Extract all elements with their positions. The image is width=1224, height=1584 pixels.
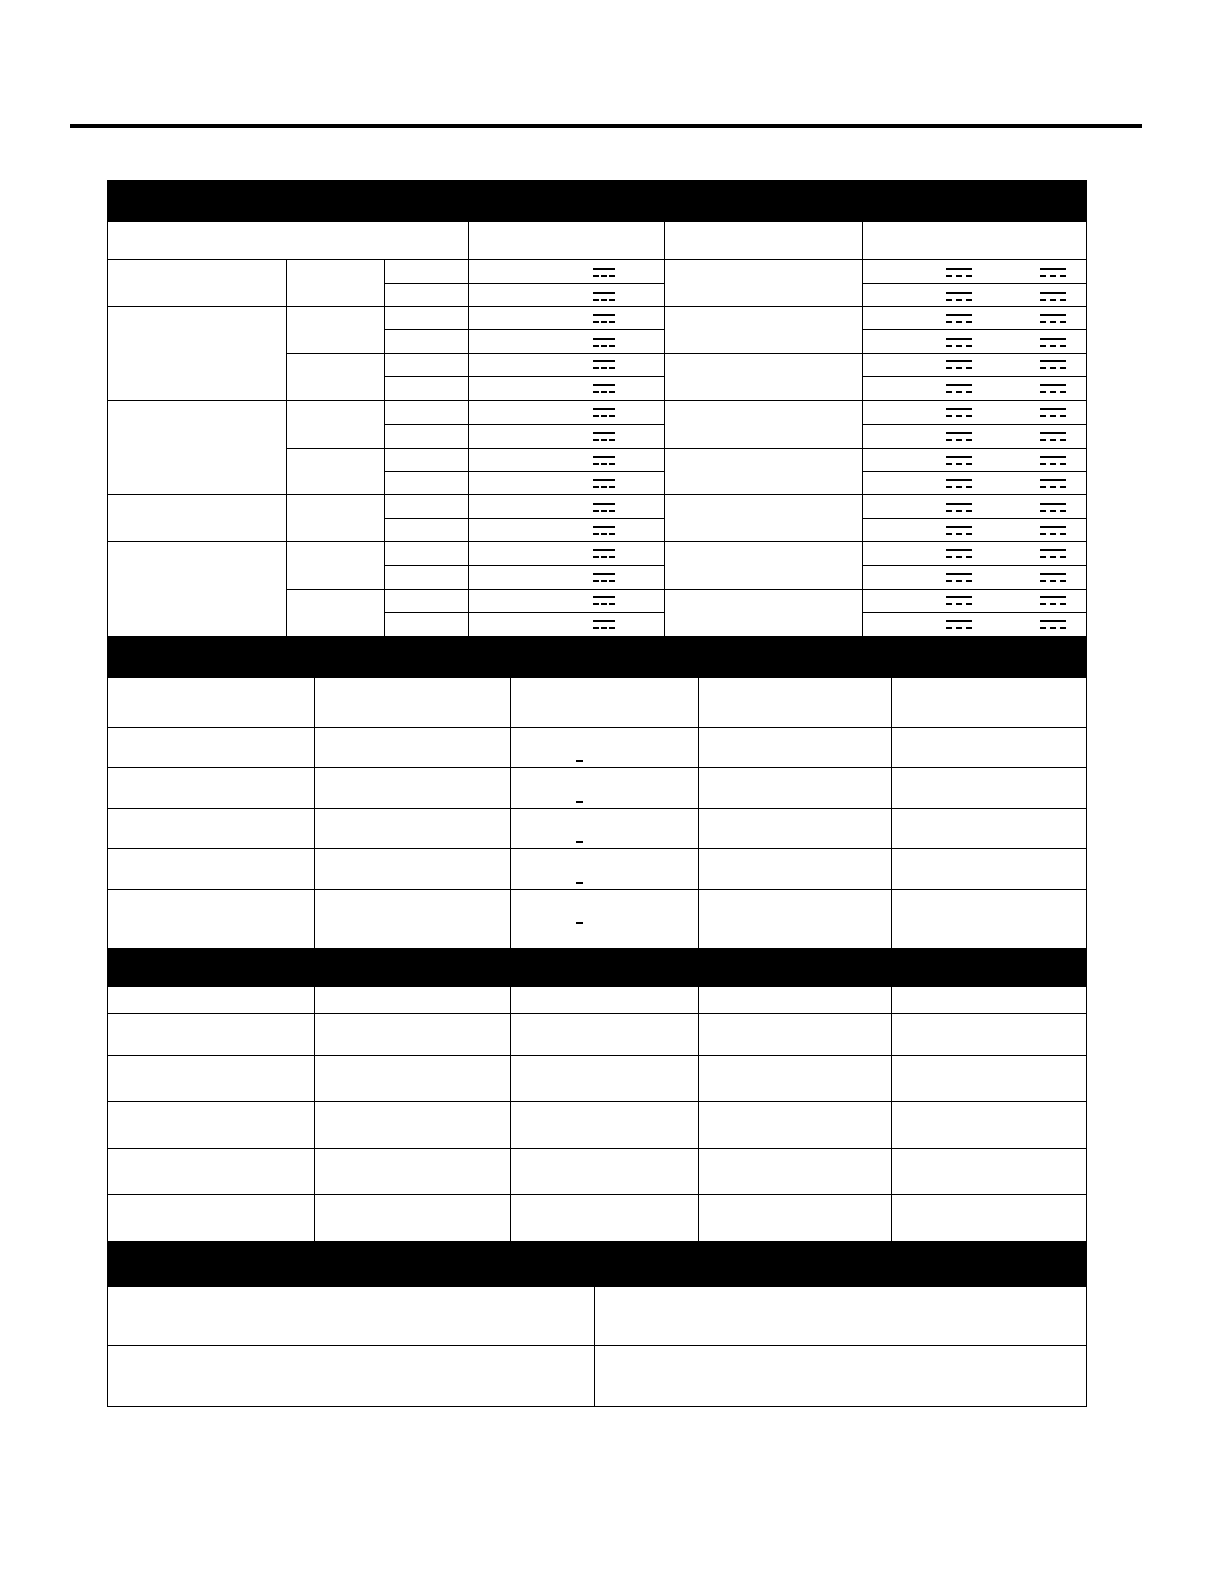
dc-symbol-icon — [946, 408, 972, 416]
dc-symbol-icon — [946, 549, 972, 557]
dc-symbol-icon — [946, 479, 972, 487]
dc-symbol-icon — [946, 314, 972, 322]
top-rule — [70, 124, 1142, 128]
dash-mark — [576, 922, 583, 924]
dc-symbol-icon — [946, 338, 972, 346]
dc-symbol-icon — [946, 503, 972, 511]
dc-symbol-icon — [1040, 384, 1066, 392]
section-2-header — [107, 637, 1087, 677]
dc-symbol-icon — [593, 479, 615, 487]
dc-symbol-icon — [593, 596, 615, 604]
dc-symbol-icon — [1040, 526, 1066, 534]
dc-symbol-icon — [593, 338, 615, 346]
dc-symbol-icon — [1040, 314, 1066, 322]
dc-symbol-icon — [1040, 338, 1066, 346]
dash-mark — [576, 760, 583, 762]
dc-symbol-icon — [946, 432, 972, 440]
dc-symbol-icon — [593, 408, 615, 416]
section-4-table — [107, 1286, 1087, 1407]
dc-symbol-icon — [593, 549, 615, 557]
dc-symbol-icon — [593, 432, 615, 440]
dc-symbol-icon — [946, 596, 972, 604]
dc-symbol-icon — [593, 620, 615, 628]
dc-symbol-icon — [1040, 456, 1066, 464]
dc-symbol-icon — [593, 503, 615, 511]
dc-symbol-icon — [593, 526, 615, 534]
section-1-header — [107, 180, 1087, 221]
dc-symbol-icon — [593, 292, 615, 300]
section-2-table — [107, 677, 1087, 949]
dash-mark — [576, 882, 583, 884]
dash-mark — [576, 801, 583, 803]
dc-symbol-icon — [1040, 503, 1066, 511]
dc-symbol-icon — [593, 268, 615, 276]
dc-symbol-icon — [1040, 360, 1066, 368]
dc-symbol-icon — [946, 384, 972, 392]
dc-symbol-icon — [946, 360, 972, 368]
dc-symbol-icon — [1040, 573, 1066, 581]
dash-mark — [576, 841, 583, 843]
dc-symbol-icon — [1040, 479, 1066, 487]
dc-symbol-icon — [946, 292, 972, 300]
section-4-header — [107, 1242, 1087, 1286]
dc-symbol-icon — [946, 456, 972, 464]
dc-symbol-icon — [1040, 549, 1066, 557]
dc-symbol-icon — [1040, 432, 1066, 440]
dc-symbol-icon — [593, 360, 615, 368]
dc-symbol-icon — [593, 384, 615, 392]
section-3-table — [107, 986, 1087, 1242]
dc-symbol-icon — [1040, 408, 1066, 416]
dc-symbol-icon — [593, 456, 615, 464]
section-3-header — [107, 949, 1087, 986]
dc-symbol-icon — [1040, 620, 1066, 628]
dc-symbol-icon — [1040, 268, 1066, 276]
dc-symbol-icon — [946, 620, 972, 628]
dc-symbol-icon — [946, 526, 972, 534]
dc-symbol-icon — [593, 573, 615, 581]
dc-symbol-icon — [946, 268, 972, 276]
dc-symbol-icon — [593, 314, 615, 322]
dc-symbol-icon — [1040, 292, 1066, 300]
dc-symbol-icon — [946, 573, 972, 581]
dc-symbol-icon — [1040, 596, 1066, 604]
